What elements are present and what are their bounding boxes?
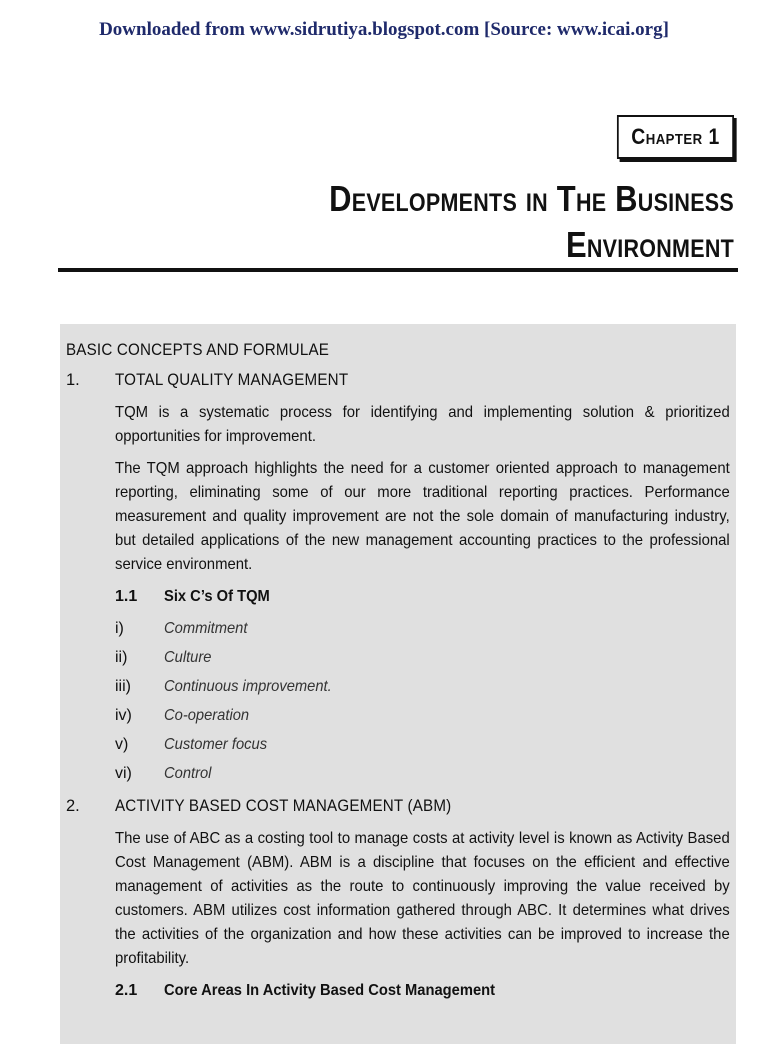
section-number: 1. (66, 371, 80, 389)
subsection-title: Six C’s Of TQM (164, 588, 270, 605)
list-item-number: ii) (115, 649, 128, 666)
title-divider (58, 268, 738, 272)
section-2-paragraph-1: The use of ABC as a costing tool to manage costs at activity level is known as Activity Based Cost Management (ABM). ABM is a discipline that focuses on the efficient and effective management of activities as the route to continuously improving the value received by customers. ABM utilizes cost information gathered through ABC. It determines what drives the activities of the organization and how these activities can be improved to increase the profitability. (115, 830, 730, 967)
list-item-number: vi) (115, 765, 132, 782)
download-source-banner: Downloaded from www.sidrutiya.blogspot.com [Source: www.icai.org] (99, 19, 669, 40)
section-title: TOTAL QUALITY MANAGEMENT (115, 371, 349, 389)
chapter-title-line-1: Developments in The Business (329, 178, 734, 219)
chapter-label: Chapter 1 (631, 124, 720, 149)
subsection-number: 1.1 (115, 588, 138, 605)
list-item-text: Culture (164, 649, 212, 666)
chapter-title-line-2: Environment (565, 224, 734, 265)
section-1-paragraph-1: TQM is a systematic process for identifying and implementing solution & prioritized opportunities for improvement. (115, 404, 730, 445)
section-heading: BASIC CONCEPTS AND FORMULAE (66, 341, 330, 359)
list-item-text: Control (164, 765, 212, 782)
list-item-number: v) (115, 736, 129, 753)
list-item-number: i) (115, 620, 124, 637)
concepts-panel (60, 324, 736, 1044)
section-1-paragraph-2: The TQM approach highlights the need for a customer oriented approach to management reporting, eliminating some of our more traditional reporting practices. Performance measurement and quality improvement are not the sole domain of manufacturing industry, but detailed applications of the new management accounting practices to the professional service environment. (115, 460, 730, 573)
chapter-title (252, 176, 734, 268)
section-number: 2. (66, 797, 80, 815)
section-title: ACTIVITY BASED COST MANAGEMENT (ABM) (115, 797, 452, 815)
list-item-number: iii) (115, 678, 131, 695)
subsection-title: Core Areas In Activity Based Cost Management (164, 982, 496, 999)
list-item-number: iv) (115, 707, 132, 724)
list-item-text: Commitment (164, 620, 248, 637)
chapter-label-box (617, 115, 734, 159)
list-item-text: Co-operation (164, 707, 250, 724)
list-item-text: Customer focus (164, 736, 268, 753)
list-item-text: Continuous improvement. (164, 678, 332, 695)
subsection-number: 2.1 (115, 982, 138, 999)
